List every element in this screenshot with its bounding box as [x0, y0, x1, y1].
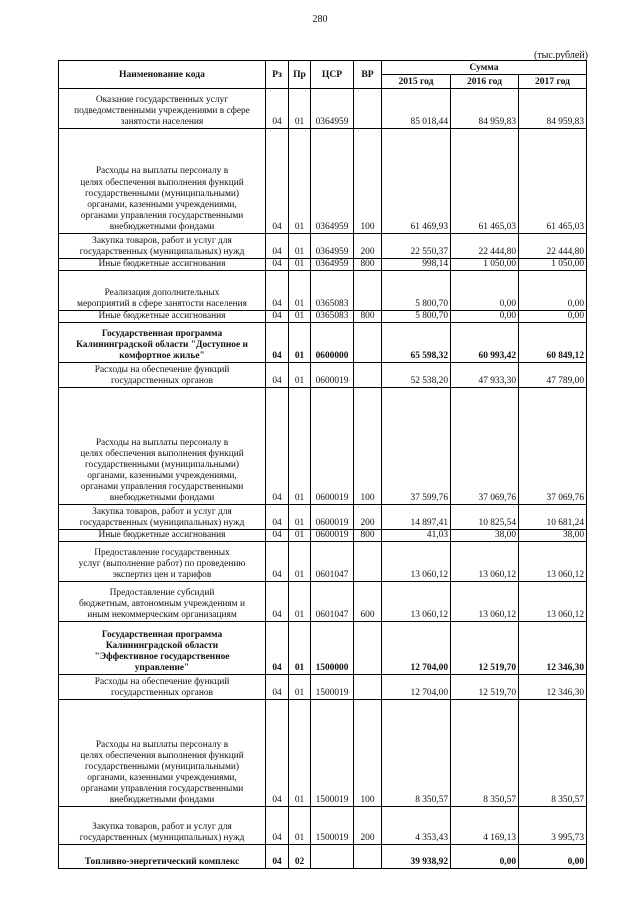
row-amount-2016: 61 465,03: [451, 129, 519, 234]
row-name: Закупка товаров, работ и услуг для государственных (муниципальных) нужд: [59, 234, 266, 259]
row-amount-2017: 10 681,24: [519, 505, 587, 530]
table-row: [59, 234, 587, 259]
row-pr: 01: [289, 311, 311, 323]
row-amount-2017: 13 060,12: [519, 542, 587, 582]
row-amount-2016: 12 519,70: [451, 675, 519, 700]
row-rz: 04: [266, 530, 289, 542]
row-name: Реализация дополнительных мероприятий в сфере занятости населения: [59, 271, 266, 311]
header-pr: Пр: [289, 61, 311, 89]
row-csr: 0600019: [311, 530, 354, 542]
row-amount-2016: 47 933,30: [451, 363, 519, 388]
row-rz: 04: [266, 363, 289, 388]
row-amount-2016: 84 959,83: [451, 89, 519, 129]
header-csr: ЦСР: [311, 61, 354, 89]
page-number: 280: [312, 14, 328, 25]
row-csr: 1500019: [311, 700, 354, 807]
row-amount-2016: 0,00: [451, 271, 519, 311]
row-csr: 1500019: [311, 675, 354, 700]
row-vr: [354, 542, 382, 582]
row-csr: [311, 845, 354, 869]
row-amount-2015: 4 353,43: [382, 807, 451, 845]
table-row: [59, 323, 587, 363]
row-amount-2015: 39 938,92: [382, 845, 451, 869]
row-amount-2015: 5 800,70: [382, 311, 451, 323]
row-vr: 800: [354, 530, 382, 542]
row-vr: 100: [354, 388, 382, 505]
row-csr: 1500019: [311, 807, 354, 845]
table-row: [59, 530, 587, 542]
row-vr: [354, 622, 382, 675]
table-row: [59, 675, 587, 700]
row-name: Расходы на выплаты персоналу в целях обеспечения выполнения функций государственными (муниципальными) органами, казенными учреждениями, органами управления государственными внебюджетными фондами: [59, 700, 266, 807]
row-amount-2017: 8 350,57: [519, 700, 587, 807]
row-amount-2017: 3 995,73: [519, 807, 587, 845]
row-csr: 1500000: [311, 622, 354, 675]
row-pr: 01: [289, 542, 311, 582]
row-vr: 800: [354, 259, 382, 271]
table-row: [59, 271, 587, 311]
row-amount-2016: 38,00: [451, 530, 519, 542]
row-amount-2016: 13 060,12: [451, 582, 519, 622]
header-sum: Сумма: [382, 61, 587, 75]
row-amount-2015: 85 018,44: [382, 89, 451, 129]
row-csr: 0600019: [311, 505, 354, 530]
table-row: [59, 622, 587, 675]
row-amount-2015: 52 538,20: [382, 363, 451, 388]
row-amount-2015: 65 598,32: [382, 323, 451, 363]
row-csr: 0364959: [311, 234, 354, 259]
table-row: [59, 388, 587, 505]
row-amount-2015: 22 550,37: [382, 234, 451, 259]
row-pr: 01: [289, 700, 311, 807]
table-row: [59, 542, 587, 582]
row-rz: 04: [266, 89, 289, 129]
row-pr: 01: [289, 363, 311, 388]
row-rz: 04: [266, 271, 289, 311]
table-row: [59, 259, 587, 271]
row-name: Государственная программа Калининградской области "Доступное и комфортное жилье": [59, 323, 266, 363]
row-amount-2017: 61 465,03: [519, 129, 587, 234]
table-row: [59, 129, 587, 234]
header-rz: Рз: [266, 61, 289, 89]
row-rz: 04: [266, 259, 289, 271]
row-csr: 0601047: [311, 542, 354, 582]
row-amount-2016: 8 350,57: [451, 700, 519, 807]
row-amount-2015: 37 599,76: [382, 388, 451, 505]
header-2016: 2016 год: [451, 75, 519, 89]
row-amount-2015: 5 800,70: [382, 271, 451, 311]
row-amount-2016: 60 993,42: [451, 323, 519, 363]
row-amount-2017: 60 849,12: [519, 323, 587, 363]
table-row: [59, 89, 587, 129]
row-vr: [354, 323, 382, 363]
table-row: [59, 845, 587, 869]
row-amount-2017: 38,00: [519, 530, 587, 542]
row-amount-2016: 0,00: [451, 845, 519, 869]
row-csr: 0365083: [311, 311, 354, 323]
table-row: [59, 311, 587, 323]
row-rz: 04: [266, 622, 289, 675]
row-vr: 100: [354, 129, 382, 234]
row-vr: 200: [354, 234, 382, 259]
table-row: [59, 505, 587, 530]
row-vr: 600: [354, 582, 382, 622]
row-rz: 04: [266, 129, 289, 234]
row-amount-2015: 12 704,00: [382, 675, 451, 700]
row-amount-2017: 12 346,30: [519, 675, 587, 700]
row-pr: 01: [289, 129, 311, 234]
row-amount-2016: 37 069,76: [451, 388, 519, 505]
row-name: Иные бюджетные ассигнования: [59, 530, 266, 542]
header-2015: 2015 год: [382, 75, 451, 89]
row-csr: 0364959: [311, 89, 354, 129]
row-amount-2017: 0,00: [519, 271, 587, 311]
row-amount-2015: 13 060,12: [382, 582, 451, 622]
table-row: [59, 700, 587, 807]
row-pr: 01: [289, 388, 311, 505]
header-name: Наименование кода: [59, 61, 266, 89]
row-amount-2017: 13 060,12: [519, 582, 587, 622]
row-amount-2017: 12 346,30: [519, 622, 587, 675]
row-name: Закупка товаров, работ и услуг для государственных (муниципальных) нужд: [59, 807, 266, 845]
row-rz: 04: [266, 845, 289, 869]
header-2017: 2017 год: [519, 75, 587, 89]
row-amount-2017: 47 789,00: [519, 363, 587, 388]
table-row: [59, 582, 587, 622]
row-rz: 04: [266, 675, 289, 700]
row-rz: 04: [266, 582, 289, 622]
row-pr: 01: [289, 505, 311, 530]
row-vr: [354, 271, 382, 311]
row-pr: 01: [289, 675, 311, 700]
row-csr: 0364959: [311, 259, 354, 271]
row-amount-2015: 998,14: [382, 259, 451, 271]
row-amount-2017: 0,00: [519, 845, 587, 869]
row-pr: 01: [289, 582, 311, 622]
row-amount-2017: 84 959,83: [519, 89, 587, 129]
row-rz: 04: [266, 234, 289, 259]
row-name: Предоставление государственных услуг (выполнение работ) по проведению экспертиз цен и тарифов: [59, 542, 266, 582]
row-name: Иные бюджетные ассигнования: [59, 311, 266, 323]
row-vr: [354, 675, 382, 700]
row-amount-2017: 22 444,80: [519, 234, 587, 259]
row-amount-2016: 13 060,12: [451, 542, 519, 582]
row-amount-2015: 61 469,93: [382, 129, 451, 234]
row-pr: 02: [289, 845, 311, 869]
row-pr: 01: [289, 622, 311, 675]
row-name: Закупка товаров, работ и услуг для государственных (муниципальных) нужд: [59, 505, 266, 530]
header-vr: ВР: [354, 61, 382, 89]
unit-note: (тыс.рублей): [533, 50, 588, 61]
row-csr: 0364959: [311, 129, 354, 234]
row-pr: 01: [289, 323, 311, 363]
row-vr: [354, 845, 382, 869]
row-amount-2016: 4 169,13: [451, 807, 519, 845]
row-vr: [354, 363, 382, 388]
row-rz: 04: [266, 542, 289, 582]
row-rz: 04: [266, 700, 289, 807]
row-rz: 04: [266, 323, 289, 363]
row-vr: [354, 89, 382, 129]
row-vr: 800: [354, 311, 382, 323]
row-amount-2015: 41,03: [382, 530, 451, 542]
row-amount-2015: 8 350,57: [382, 700, 451, 807]
row-name: Расходы на обеспечение функций государственных органов: [59, 675, 266, 700]
row-amount-2017: 37 069,76: [519, 388, 587, 505]
row-name: Иные бюджетные ассигнования: [59, 259, 266, 271]
row-name: Государственная программа Калининградской области "Эффективное государственное управление": [59, 622, 266, 675]
row-name: Оказание государственных услуг подведомственными учреждениями в сфере занятости населения: [59, 89, 266, 129]
row-name: Расходы на выплаты персоналу в целях обеспечения выполнения функций государственными (муниципальными) органами, казенными учреждениями, органами управления государственными внебюджетными фондами: [59, 388, 266, 505]
row-amount-2015: 12 704,00: [382, 622, 451, 675]
table-body: [59, 89, 587, 869]
row-pr: 01: [289, 807, 311, 845]
row-rz: 04: [266, 311, 289, 323]
row-csr: 0365083: [311, 271, 354, 311]
row-vr: 200: [354, 505, 382, 530]
row-amount-2016: 22 444,80: [451, 234, 519, 259]
row-pr: 01: [289, 234, 311, 259]
row-pr: 01: [289, 89, 311, 129]
row-amount-2015: 13 060,12: [382, 542, 451, 582]
row-name: Расходы на выплаты персоналу в целях обеспечения выполнения функций государственными (муниципальными) органами, казенными учреждениями, органами управления государственными внебюджетными фондами: [59, 129, 266, 234]
row-amount-2016: 10 825,54: [451, 505, 519, 530]
row-name: Предоставление субсидий бюджетным, автономным учреждениям и иным некоммерческим организациям: [59, 582, 266, 622]
row-name: Топливно-энергетический комплекс: [59, 845, 266, 869]
row-rz: 04: [266, 505, 289, 530]
row-pr: 01: [289, 259, 311, 271]
table-row: [59, 363, 587, 388]
row-amount-2015: 14 897,41: [382, 505, 451, 530]
row-amount-2016: 1 050,00: [451, 259, 519, 271]
row-amount-2016: 0,00: [451, 311, 519, 323]
row-vr: 200: [354, 807, 382, 845]
row-csr: 0600019: [311, 388, 354, 505]
table-row: [59, 807, 587, 845]
row-pr: 01: [289, 271, 311, 311]
row-csr: 0601047: [311, 582, 354, 622]
row-csr: 0600019: [311, 363, 354, 388]
row-amount-2016: 12 519,70: [451, 622, 519, 675]
row-amount-2017: 1 050,00: [519, 259, 587, 271]
row-rz: 04: [266, 807, 289, 845]
row-amount-2017: 0,00: [519, 311, 587, 323]
row-rz: 04: [266, 388, 289, 505]
row-pr: 01: [289, 530, 311, 542]
row-csr: 0600000: [311, 323, 354, 363]
row-vr: 100: [354, 700, 382, 807]
budget-table: [58, 60, 587, 869]
row-name: Расходы на обеспечение функций государственных органов: [59, 363, 266, 388]
